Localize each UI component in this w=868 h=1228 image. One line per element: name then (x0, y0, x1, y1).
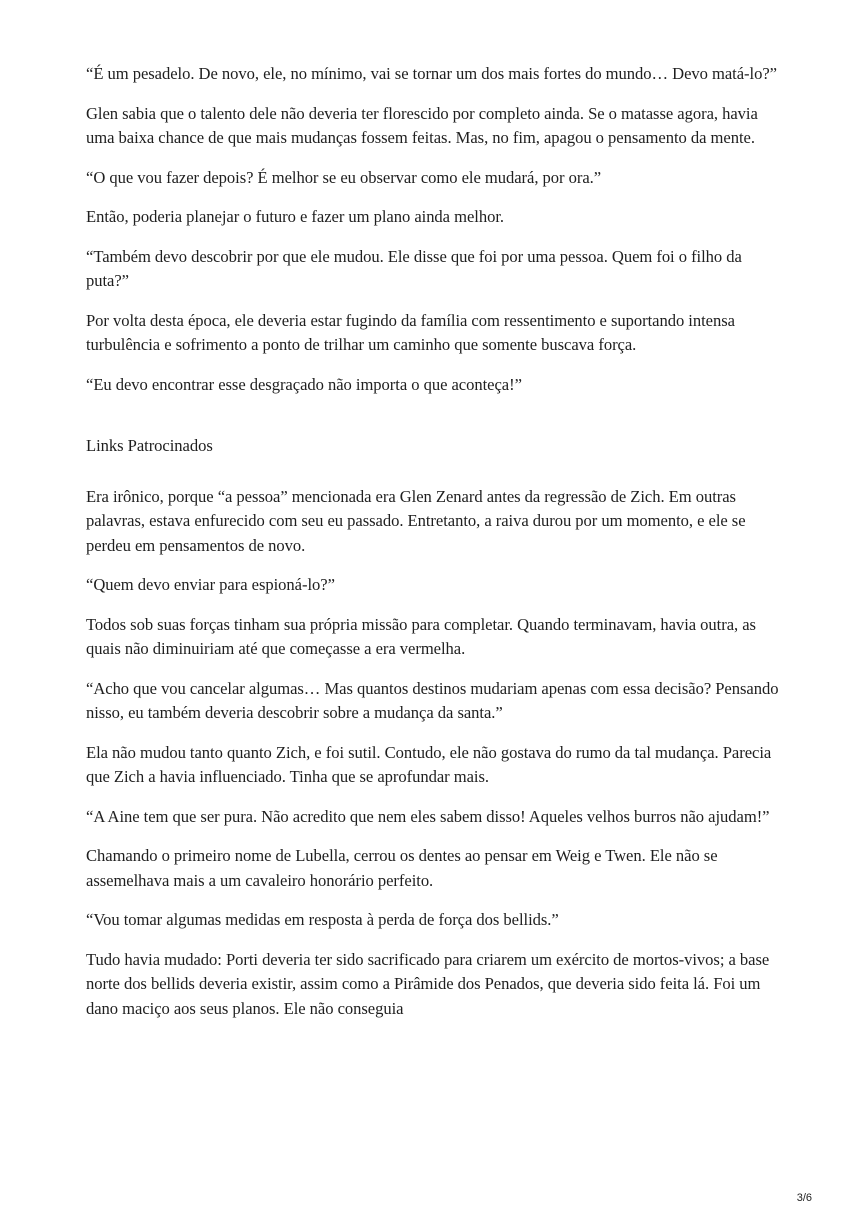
paragraph: “Acho que vou cancelar algumas… Mas quantos destinos mudariam apenas com essa decisão? Pensando nisso, eu também deveria descobrir sobre a mudança da santa.” (86, 678, 779, 722)
paragraph: Ela não mudou tanto quanto Zich, e foi sutil. Contudo, ele não gostava do rumo da tal mudança. Parecia que Zich a havia influenciado. Tinha que se aprofundar mais. (86, 742, 772, 786)
paragraph: Tudo havia mudado: Porti deveria ter sido sacrificado para criarem um exército de mortos-vivos; a base norte dos bellids deveria existir, assim como a Pirâmide dos Penados, que deveria sido feita lá. Foi um dano maciço aos seus planos. Ele não conseguia (86, 949, 770, 1018)
paragraph: Era irônico, porque “a pessoa” mencionada era Glen Zenard antes da regressão de Zich. Em outras palavras, estava enfurecido com seu eu passado. Entretanto, a raiva durou por um momento, e ele se perdeu em pensamentos de novo. (86, 486, 746, 555)
paragraph: Chamando o primeiro nome de Lubella, cerrou os dentes ao pensar em Weig e Twen. Ele não se assemelhava mais a um cavaleiro honorário perfeito. (86, 846, 718, 890)
paragraph: “Eu devo encontrar esse desgraçado não importa o que aconteça!” (86, 374, 522, 394)
paragraph: Por volta desta época, ele deveria estar fugindo da família com ressentimento e suportando intensa turbulência e sofrimento a ponto de trilhar um caminho que somente buscava força. (86, 310, 735, 354)
paragraph: Então, poderia planejar o futuro e fazer um plano ainda melhor. (86, 207, 504, 226)
paragraph: Todos sob suas forças tinham sua própria missão para completar. Quando terminavam, havia outra, as quais não diminuiriam até que começasse a era vermelha. (86, 614, 756, 658)
paragraph: “É um pesadelo. De novo, ele, no mínimo, vai se tornar um dos mais fortes do mundo… Devo matá-lo?” (86, 64, 777, 83)
document-page (86, 62, 786, 1036)
page-number: 3/6 (796, 1192, 812, 1204)
paragraph: “Também devo descobrir por que ele mudou. Ele disse que foi por uma pessoa. Quem foi o filho da puta?” (86, 246, 742, 290)
paragraph: “O que vou fazer depois? É melhor se eu observar como ele mudará, por ora.” (86, 167, 602, 187)
sponsored-links-label: Links Patrocinados (86, 436, 213, 455)
paragraph: “Vou tomar algumas medidas em resposta à perda de força dos bellids.” (86, 910, 559, 929)
paragraph: “A Aine tem que ser pura. Não acredito que nem eles sabem disso! Aqueles velhos burros não ajudam!” (86, 806, 770, 826)
paragraph: Glen sabia que o talento dele não deveria ter florescido por completo ainda. Se o matasse agora, havia uma baixa chance de que mais mudanças fossem feitas. Mas, no fim, apagou o pensamento da mente. (86, 103, 758, 147)
paragraph: “Quem devo enviar para espioná-lo?” (86, 575, 335, 594)
